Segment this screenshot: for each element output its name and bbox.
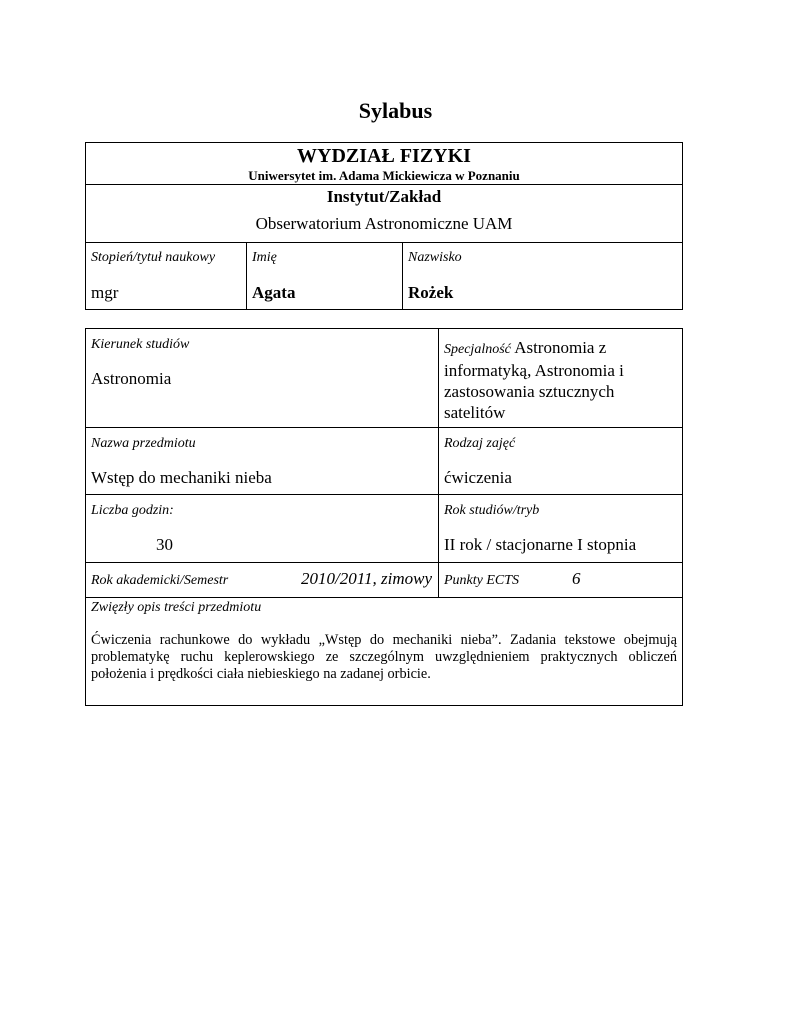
field-cell — [86, 329, 439, 427]
university-name: Uniwersytet im. Adama Mickiewicza w Poznaniu — [248, 168, 520, 183]
academic-year-value: 2010/2011, zimowy — [301, 569, 432, 588]
degree-cell — [86, 243, 247, 309]
subject-cell — [86, 428, 439, 494]
academic-year-label: Rok akademicki/Semestr — [91, 573, 229, 588]
institute-value: Obserwatorium Astronomiczne UAM — [255, 214, 513, 233]
academic-year-cell — [86, 563, 439, 597]
year-mode-value: II rok / stacjonarne I stopnia — [444, 535, 637, 554]
specialty-label: Specjalność — [444, 342, 511, 357]
hours-row — [86, 495, 682, 563]
ects-cell — [439, 563, 682, 597]
hours-cell — [86, 495, 439, 562]
person-row — [86, 243, 682, 309]
class-type-label: Rodzaj zajęć — [444, 436, 516, 451]
degree-value: mgr — [91, 283, 119, 302]
description-text: Ćwiczenia rachunkowe do wykładu „Wstęp do mechaniki nieba”. Zadania tekstowe obejmują problematykę ruchu keplerowskiego ze szczególnym uwzględnieniem praktycznych obliczeń położenia i prędkości ciała niebieskiego na zadanej orbicie. — [91, 632, 677, 682]
degree-label: Stopień/tytuł naukowy — [91, 250, 216, 265]
subject-row — [86, 428, 682, 495]
subject-value: Wstęp do mechaniki nieba — [91, 468, 272, 487]
class-type-value: ćwiczenia — [444, 468, 512, 487]
subject-label: Nazwa przedmiotu — [91, 436, 196, 451]
course-table — [85, 328, 683, 706]
last-name-value: Rożek — [408, 283, 454, 302]
ects-label: Punkty ECTS — [444, 573, 520, 588]
year-mode-cell — [439, 495, 682, 562]
year-mode-label: Rok studiów/tryb — [444, 503, 540, 518]
specialty-cell — [439, 329, 682, 427]
faculty-name: WYDZIAŁ FIZYKI — [297, 145, 471, 167]
first-name-value: Agata — [252, 283, 296, 302]
description-row — [86, 598, 682, 705]
ects-value: 6 — [572, 569, 581, 588]
institute-row — [86, 185, 682, 243]
specialty-value: Astronomia z informatyką, Astronomia i zastosowania sztucznych satelitów — [444, 338, 624, 422]
last-name-label: Nazwisko — [408, 250, 462, 265]
institute-label: Instytut/Zakład — [326, 187, 442, 206]
field-label: Kierunek studiów — [91, 337, 190, 352]
last-name-cell — [403, 243, 682, 309]
header-table — [85, 142, 683, 310]
class-type-cell — [439, 428, 682, 494]
field-value: Astronomia — [91, 369, 172, 388]
hours-label: Liczba godzin: — [91, 503, 174, 518]
page-title: Sylabus — [358, 98, 433, 123]
first-name-cell — [247, 243, 403, 309]
specialty-block — [444, 337, 676, 423]
field-specialty-row — [86, 329, 682, 428]
hours-value: 30 — [156, 535, 173, 554]
academic-year-row — [86, 563, 682, 598]
description-label: Zwięzły opis treści przedmiotu — [91, 600, 262, 615]
faculty-row — [86, 143, 682, 185]
first-name-label: Imię — [252, 250, 277, 265]
